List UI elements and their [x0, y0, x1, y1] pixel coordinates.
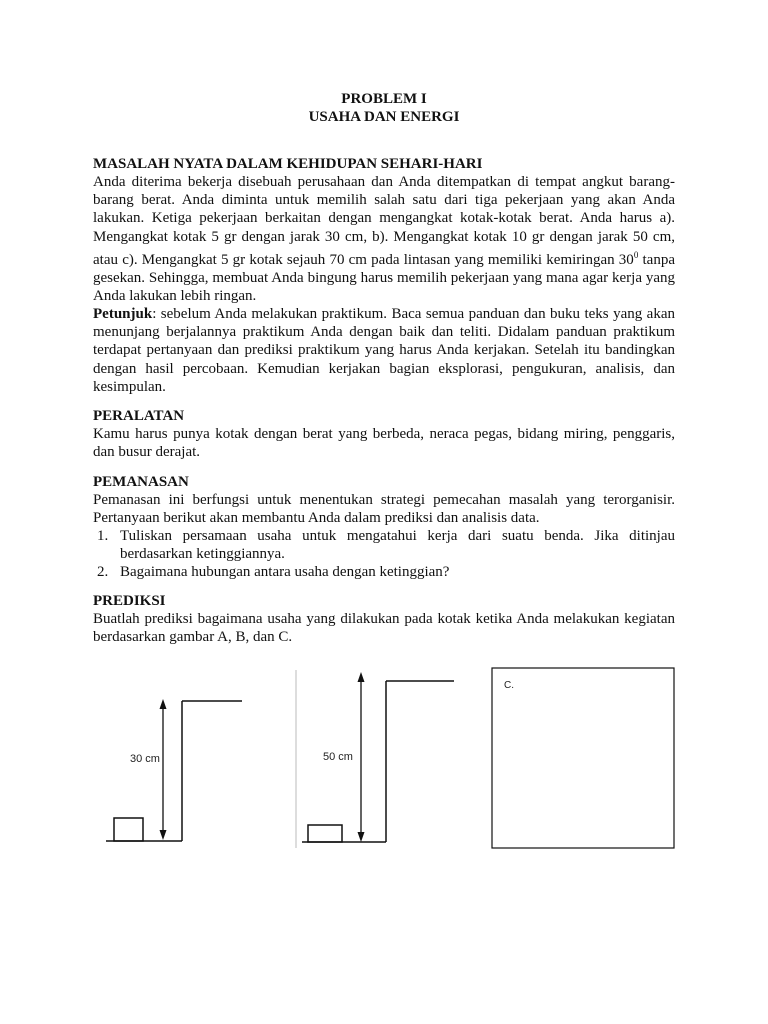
figure-b-diagram [294, 668, 464, 853]
degree-superscript: 0 [633, 249, 639, 260]
petunjuk-paragraph [93, 305, 675, 396]
peralatan-paragraph: Kamu harus punya kotak dengan berat yang berbeda, neraca pegas, bidang miring, penggaris, dan busur derajat. [93, 426, 675, 461]
arrowhead-down [160, 830, 167, 840]
petunjuk-text: : sebelum Anda melakukan praktikum. Baca semua panduan dan buku teks yang akan menunjang berjalannya praktikum Anda dengan baik dan teliti. Didalam panduan praktikum terdapat pertanyaan dan prediksi praktikum yang harus Anda kerjakan. Setelah itu bandingkan dengan hasil percobaan. Kemudian kerjakan bagian eksplorasi, pengukuran, analisis, dan kesimpulan. [93, 306, 675, 395]
page-title: PROBLEM I [341, 91, 427, 107]
box-shape [114, 818, 143, 841]
height-label-b: 50 cm [323, 751, 353, 763]
masalah-text-a: Anda diterima bekerja disebuah perusahaan dan Anda ditempatkan di tempat angkut barang-barang berat. Anda diminta untuk memilih salah satu dari tiga pekerjaan yang akan Anda lakukan. Ketiga pekerjaan berkaitan dengan mengangkat kotak-kotak berat. Anda harus a). Mengangkat kotak 5 gr dengan jarak 30 cm, b). Mengangkat kotak 10 gr dengan jarak 50 cm, atau c). Mengangkat 5 gr kotak sejauh 70 cm pada lintasan yang memiliki kemiringan 30 [93, 174, 675, 268]
pemanasan-heading: PEMANASAN [93, 474, 189, 490]
figure-a-diagram [100, 685, 260, 850]
empty-figure-frame [492, 668, 674, 848]
prediksi-heading: PREDIKSI [93, 593, 166, 609]
list-number: 1. [97, 528, 109, 544]
masalah-heading: MASALAH NYATA DALAM KEHIDUPAN SEHARI-HARI [93, 156, 483, 172]
list-text: Tuliskan persamaan usaha untuk mengatahui kerja dari suatu benda. Jika ditinjau berdasarkan ketinggiannya. [120, 528, 675, 563]
list-item [93, 563, 675, 581]
list-number: 2. [97, 564, 109, 581]
box-shape [308, 825, 342, 842]
arrowhead-up [358, 672, 365, 682]
pemanasan-question-list [93, 527, 675, 582]
masalah-text-b: tanpa gesekan. Sehingga, membuat Anda bingung harus memilih pekerjaan yang mana agar kerja yang Anda lakukan lebih ringan. [93, 251, 676, 305]
arrowhead-down [358, 832, 365, 842]
figure-c-diagram [490, 666, 678, 851]
peralatan-heading: PERALATAN [93, 408, 185, 424]
arrowhead-up [160, 699, 167, 709]
list-text: Bagaimana hubungan antara usaha dengan ketinggian? [120, 564, 450, 581]
page-subtitle: USAHA DAN ENERGI [308, 109, 460, 125]
petunjuk-label: Petunjuk [93, 306, 153, 322]
figure-c-label: C. [504, 680, 514, 691]
prediksi-paragraph: Buatlah prediksi bagaimana usaha yang dilakukan pada kotak ketika Anda melakukan kegiatan berdasarkan gambar A, B, dan C. [93, 611, 675, 646]
list-item [93, 527, 675, 563]
height-label-a: 30 cm [130, 753, 160, 765]
pemanasan-paragraph: Pemanasan ini berfungsi untuk menentukan strategi pemecahan masalah yang terorganisir. Pertanyaan berikut akan membantu Anda dalam prediksi dan analisis data. [93, 492, 675, 527]
masalah-paragraph [93, 173, 675, 305]
